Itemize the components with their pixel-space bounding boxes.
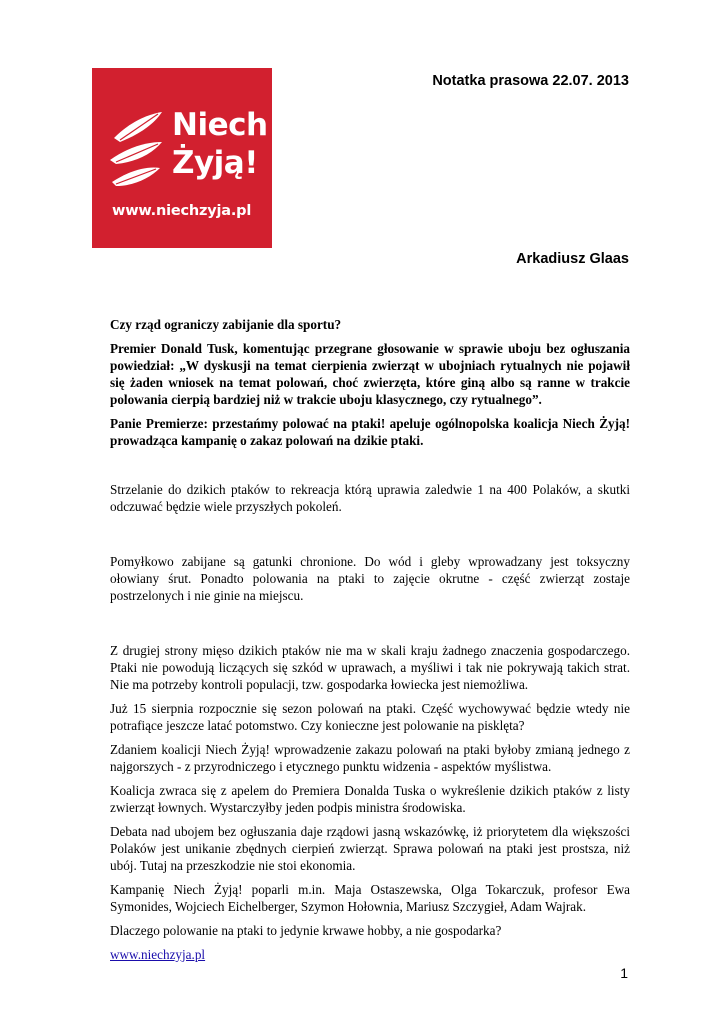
page-number: 1 bbox=[620, 965, 628, 981]
author-name: Arkadiusz Glaas bbox=[516, 251, 629, 267]
niech-zyja-logo bbox=[92, 68, 272, 248]
website-link[interactable]: www.niechzyja.pl bbox=[110, 947, 206, 962]
logo-name-line1: Niech bbox=[172, 107, 268, 143]
lead-question: Czy rząd ograniczy zabijanie dla sportu? bbox=[110, 317, 342, 332]
paragraph-6: Koalicja zwraca się z apelem do Premiera Donalda Tuska o wykreślenie dzikich ptaków z listy zwierząt łownych. Wystarczyłby jeden podpis ministra środowiska. bbox=[110, 783, 630, 815]
document-body bbox=[110, 316, 630, 970]
tusk-quote-paragraph: Premier Donald Tusk, komentując przegrane głosowanie w sprawie uboju bez ogłuszania powiedział: „W dyskusji na temat cierpienia zwierząt w ubojniach rytualnych nie pojawił się żaden wniosek na temat polowań, choć zwierzęta, które giną albo są ranne w trakcie polowania cierpią bardziej niż w trakcie uboju klasycznego, czy rytualnego”. bbox=[110, 341, 630, 407]
appeal-paragraph: Panie Premierze: przestańmy polować na ptaki! apeluje ogólnopolska koalicja Niech Żyją! prowadząca kampanię o zakaz polowań na dzikie ptaki. bbox=[110, 416, 630, 448]
press-note-title: Notatka prasowa 22.07. 2013 bbox=[432, 73, 629, 89]
paragraph-5: Zdaniem koalicji Niech Żyją! wprowadzenie zakazu polowań na ptaki byłoby zmianą jednego z najgorszych - z przyrodniczego i etycznego punktu widzenia - aspektów myślistwa. bbox=[110, 742, 630, 774]
paragraph-2: Pomyłkowo zabijane są gatunki chronione. Do wód i gleby wprowadzany jest toksyczny ołowiany śrut. Ponadto polowania na ptaki to zajęcie okrutne - część zwierząt zostaje postrzelonych i nie ginie na miejscu. bbox=[110, 554, 630, 603]
paragraph-4: Już 15 sierpnia rozpocznie się sezon polowań na ptaki. Część wychowywać będzie wtedy nie potrafiące jeszcze latać potomstwo. Czy konieczne jest polowanie na pisklęta? bbox=[110, 701, 630, 733]
paragraph-1: Strzelanie do dzikich ptaków to rekreacja którą uprawia zaledwie 1 na 400 Polaków, a skutki odczuwać będzie wiele przyszłych pokoleń. bbox=[110, 482, 630, 514]
logo-name-line2: Żyją! bbox=[172, 145, 258, 181]
paragraph-9: Dlaczego polowanie na ptaki to jedynie krwawe hobby, a nie gospodarka? bbox=[110, 923, 502, 938]
paragraph-7: Debata nad ubojem bez ogłuszania daje rządowi jasną wskazówkę, iż priorytetem dla większości Polaków jest unikanie zbędnych cierpień zwierząt. Sprawa polowań na ptaki jest prostsza, niż ubój. Tutaj na przeszkodzie nie stoi ekonomia. bbox=[110, 824, 630, 873]
paragraph-8: Kampanię Niech Żyją! poparli m.in. Maja Ostaszewska, Olga Tokarczuk, profesor Ewa Symonides, Wojciech Eichelberger, Szymon Hołownia, Mariusz Szczygieł, Adam Wajrak. bbox=[110, 882, 630, 914]
logo-url: www.niechzyja.pl bbox=[112, 203, 252, 219]
paragraph-3: Z drugiej strony mięso dzikich ptaków nie ma w skali kraju żadnego znaczenia gospodarczego. Ptaki nie powodują liczących się szkód w uprawach, a myśliwi i tak nie pokrywają takich strat. Nie ma potrzeby kontroli populacji, tzw. gospodarka łowiecka jest niemożliwa. bbox=[110, 643, 630, 692]
